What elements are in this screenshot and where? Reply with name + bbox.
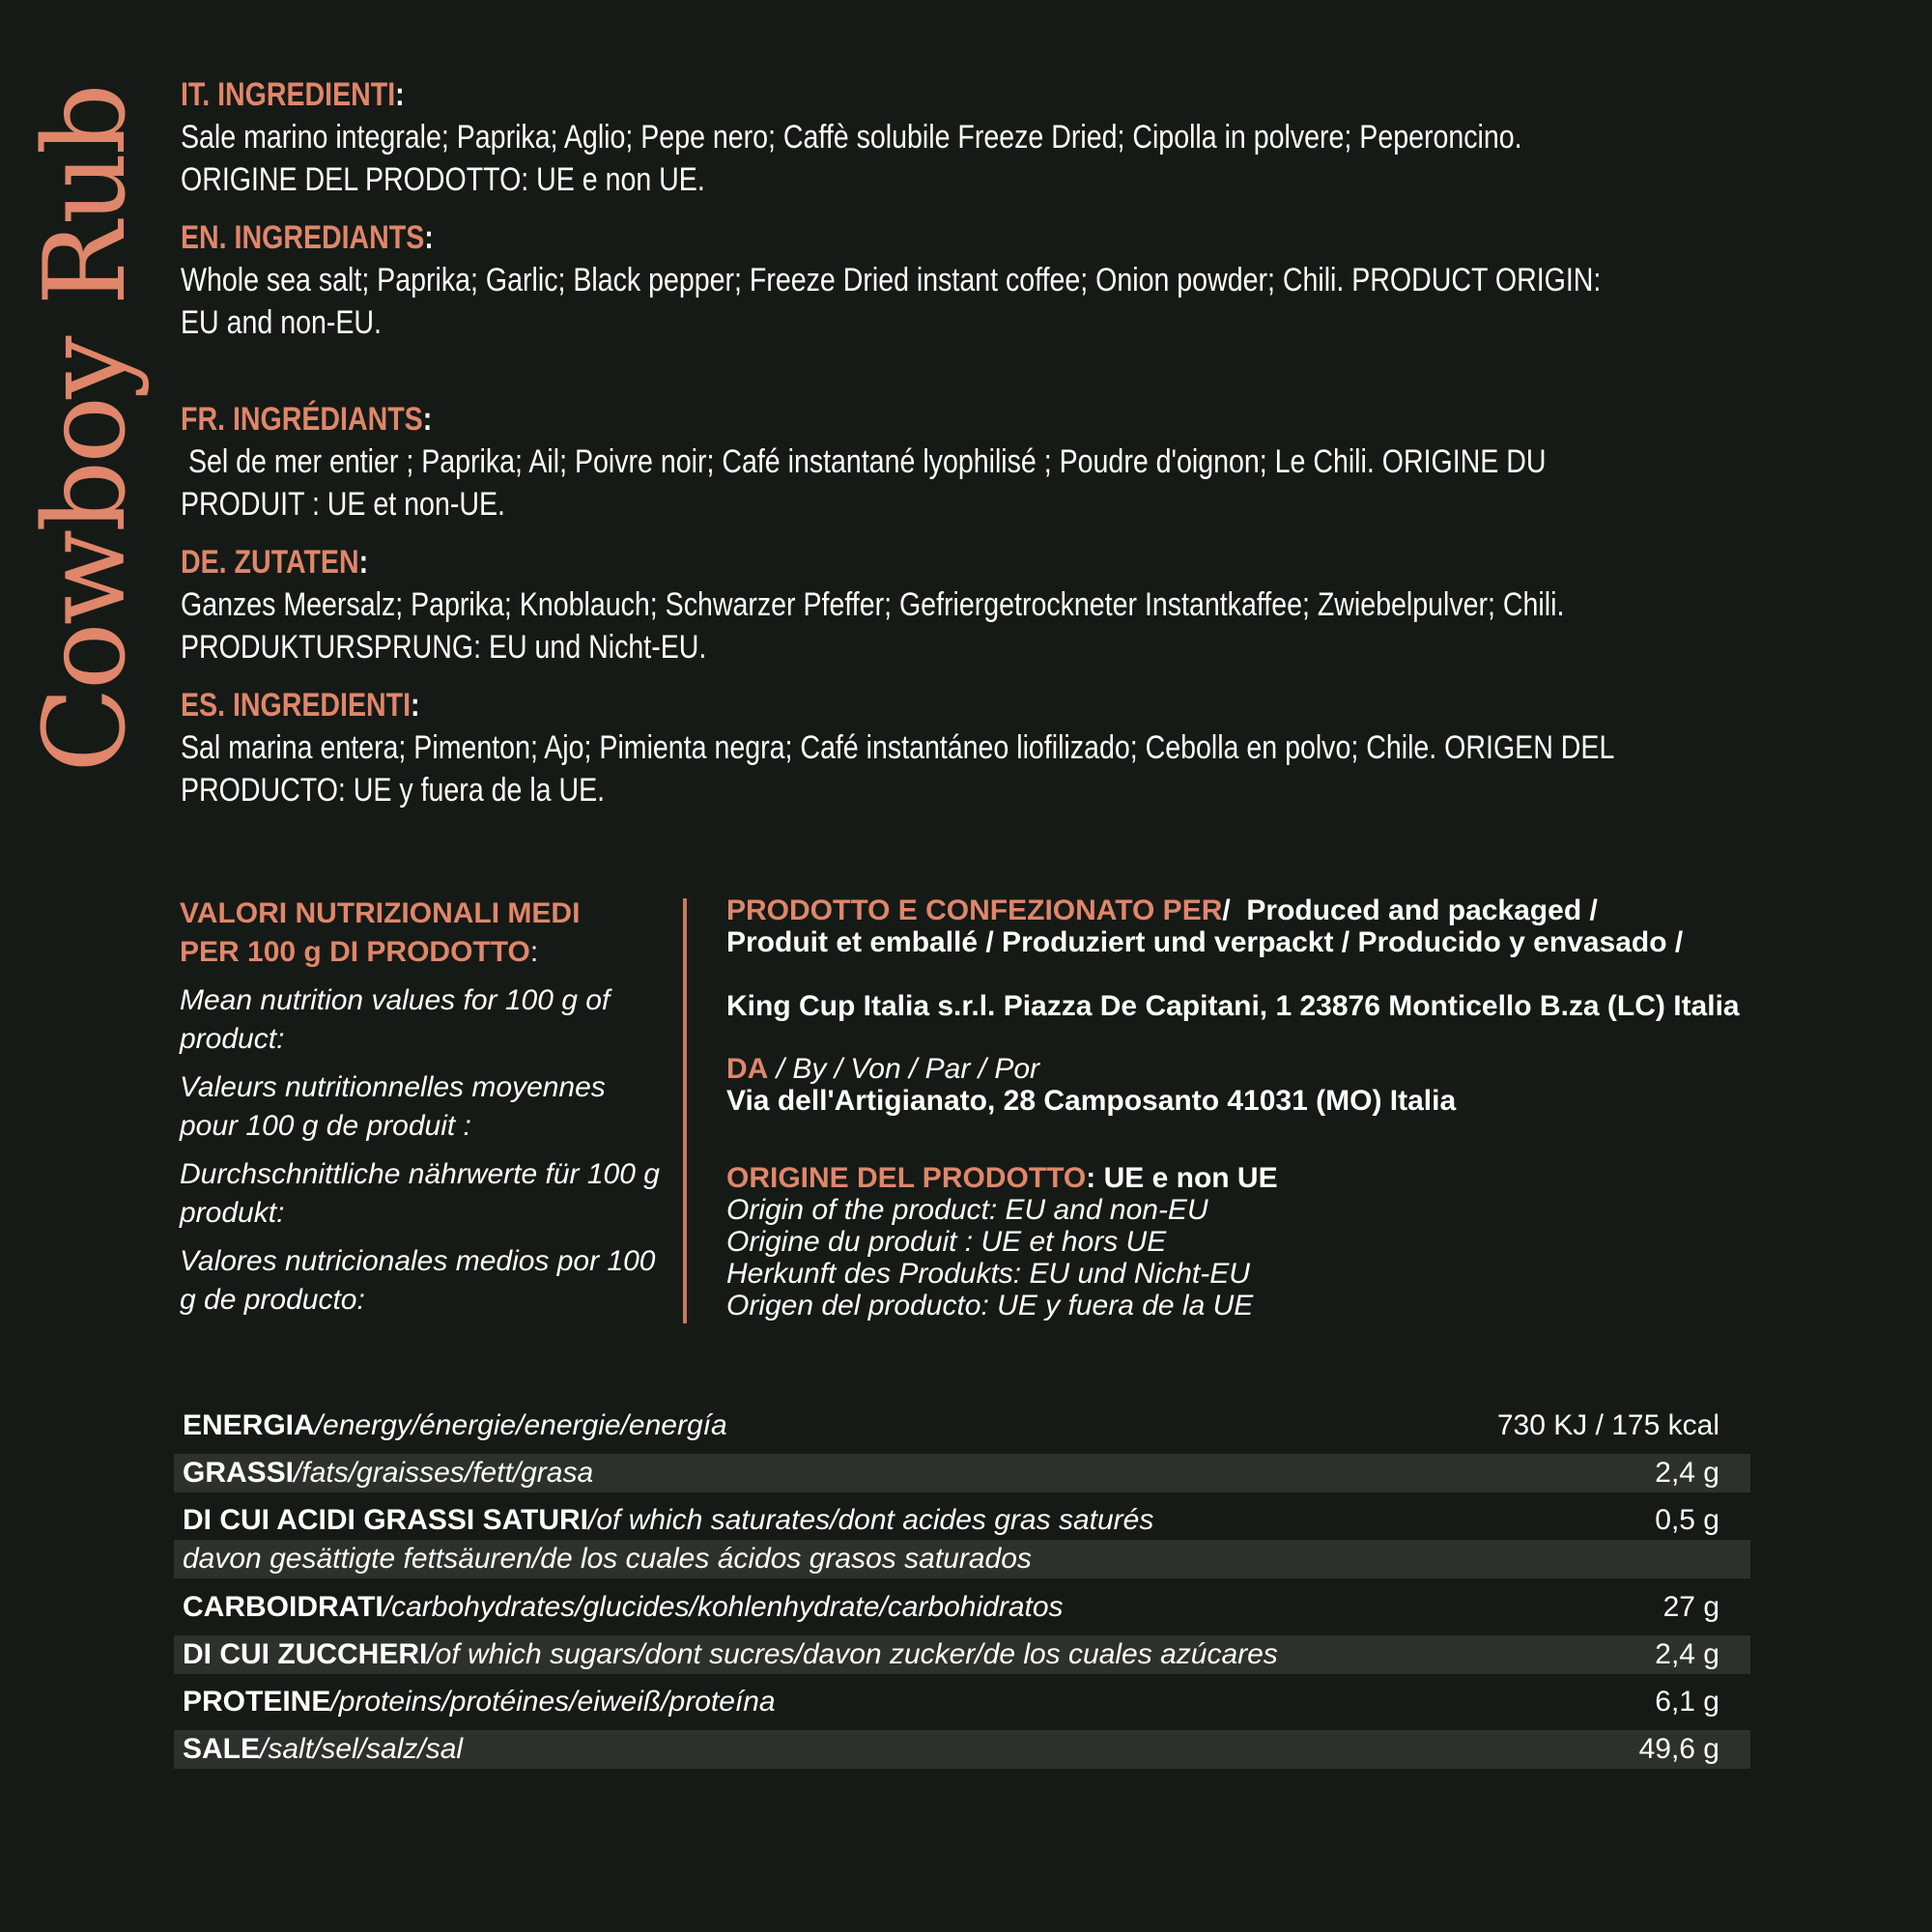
nutrient-label: DI CUI ZUCCHERI: [183, 1638, 428, 1670]
nutrient-label: PROTEINE: [183, 1686, 331, 1718]
producer-company: King Cup Italia s.r.l. Piazza De Capitani, 1 23876 Monticello B.za (LC) Italia: [726, 990, 1740, 1022]
nutrient-label: DI CUI ACIDI GRASSI SATURI: [183, 1504, 589, 1536]
ingredients-en: EN. INGREDIANTS: Whole sea salt; Paprika; Garlic; Black pepper; Freeze Dried instant coffee; Onion powder; Chili. PRODUCT ORIGIN: EU and non-EU.: [181, 216, 1634, 344]
origin-line: Origine du produit : UE et hors UE: [726, 1226, 1167, 1258]
nutrition-translation: Valores nutricionales medios por 100 g de producto:: [180, 1245, 656, 1316]
nutrient-label: SALE: [183, 1733, 261, 1765]
origin-line: Herkunft des Produkts: EU und Nicht-EU: [726, 1258, 1250, 1290]
ingredients-text: Sale marino integrale; Paprika; Aglio; Pepe nero; Caffè solubile Freeze Dried; Cipolla in polvere; Peperoncino. ORIGINE DEL PRODOTTO: UE e non UE.: [181, 119, 1522, 198]
nutrient-value: 49,6 g: [1638, 1733, 1719, 1765]
nutrient-value: 6,1 g: [1655, 1686, 1719, 1718]
ingredients-fr: FR. INGRÉDIANTS: Sel de mer entier ; Paprika; Ail; Poivre noir; Café instantané lyophilisé ; Poudre d'oignon; Le Chili. ORIGINE DU PRODUIT : UE et non-UE.: [181, 398, 1634, 526]
table-row: [174, 1406, 1750, 1445]
ingredients-text: Ganzes Meersalz; Paprika; Knoblauch; Schwarzer Pfeffer; Gefriergetrockneter Instantkaffee; Zwiebelpulver; Chili. PRODUKTURSPRUNG: EU und Nicht-EU.: [181, 586, 1565, 666]
table-row: [174, 1454, 1750, 1492]
nutrient-translations: /carbohydrates/glucides/kohlenhydrate/carbohidratos: [383, 1591, 1064, 1623]
nutrient-translations: /salt/sel/salz/sal: [260, 1733, 464, 1765]
producer-heading-rest: / Produced and packaged /: [1222, 895, 1598, 926]
by-address: Via dell'Artigianato, 28 Camposanto 41031 (MO) Italia: [726, 1085, 1457, 1117]
nutrient-label: ENERGIA: [183, 1409, 315, 1441]
ingredients-heading: FR. INGRÉDIANTS: [181, 401, 423, 438]
table-row: [174, 1588, 1750, 1627]
by-heading: DA: [726, 1053, 769, 1085]
ingredients-text: Sal marina entera; Pimenton; Ajo; Pimienta negra; Café instantáneo liofilizado; Cebolla en polvo; Chile. ORIGEN DEL PRODUCTO: UE y fuera de la UE.: [181, 729, 1614, 809]
nutrition-translation: Durchschnittliche nährwerte für 100 g produkt:: [180, 1158, 660, 1229]
ingredients-de: DE. ZUTATEN: Ganzes Meersalz; Paprika; Knoblauch; Schwarzer Pfeffer; Gefriergetrockneter Instantkaffee; Zwiebelpulver; Chili. PRODUKTURSPRUNG: EU und Nicht-EU.: [181, 541, 1634, 668]
nutrient-value: 27 g: [1662, 1591, 1719, 1623]
origin-value: : UE e non UE: [1086, 1162, 1278, 1194]
origin-heading: ORIGINE DEL PRODOTTO: [726, 1162, 1087, 1194]
table-row: [174, 1730, 1750, 1769]
table-row: [174, 1635, 1750, 1674]
nutrient-translations: /of which saturates/dont acides gras saturés: [588, 1504, 1154, 1536]
nutrition-heading-line1: VALORI NUTRIZIONALI MEDI: [180, 897, 581, 929]
table-row: [174, 1683, 1750, 1721]
nutrient-translations-line2: davon gesättigte fettsäuren/de los cuales ácidos grasos saturados: [183, 1543, 1032, 1575]
nutrient-translations: /energy/énergie/energie/energía: [314, 1409, 727, 1441]
ingredients-heading: EN. INGREDIANTS: [181, 219, 425, 256]
nutrition-translation: Mean nutrition values for 100 g of product:: [180, 984, 611, 1055]
ingredients-text: Whole sea salt; Paprika; Garlic; Black pepper; Freeze Dried instant coffee; Onion powder; Chili. PRODUCT ORIGIN: EU and non-EU.: [181, 262, 1602, 341]
producer-translations: Produit et emballé / Produziert und verpackt / Producido y envasado /: [726, 926, 1684, 958]
producer-section: [726, 895, 1905, 1321]
nutrient-translations: /fats/graisses/fett/grasa: [294, 1457, 594, 1489]
ingredients-heading: DE. ZUTATEN: [181, 544, 359, 581]
ingredients-heading: IT. INGREDIENTI: [181, 76, 396, 113]
nutrient-translations: /of which sugars/dont sucres/davon zucker/de los cuales azúcares: [427, 1638, 1278, 1670]
nutrition-table: [174, 1406, 1750, 1777]
nutrition-heading-line2: PER 100 g DI PRODOTTO: [180, 936, 530, 968]
table-row: [174, 1501, 1750, 1579]
product-title: Cowboy Rub: [19, 85, 151, 773]
producer-heading: PRODOTTO E CONFEZIONATO PER: [726, 895, 1223, 926]
nutrient-label: CARBOIDRATI: [183, 1591, 384, 1623]
ingredients-text: Sel de mer entier ; Paprika; Ail; Poivre noir; Café instantané lyophilisé ; Poudre d'oignon; Le Chili. ORIGINE DU PRODUIT : UE et non-UE.: [181, 443, 1554, 523]
by-translations: / By / Von / Par / Por: [768, 1053, 1040, 1085]
nutrient-value: 730 KJ / 175 kcal: [1496, 1409, 1719, 1441]
ingredients-es: ES. INGREDIENTI: Sal marina entera; Pimenton; Ajo; Pimienta negra; Café instantáneo liofilizado; Cebolla en polvo; Chile. ORIGEN DEL PRODUCTO: UE y fuera de la UE.: [181, 684, 1634, 811]
product-title-vertical: [19, 81, 151, 777]
nutrition-header: VALORI NUTRIZIONALI MEDI PER 100 g DI PRODOTTO: Mean nutrition values for 100 g of product: Valeurs nutritionnelles moyennes pour 100 g de produit : Durchschnittliche nährwerte für 100 g produkt: Valores nutricionales medios por 100 g de producto:: [180, 895, 668, 1320]
origin-line: Origen del producto: UE y fuera de la UE: [726, 1290, 1254, 1321]
nutrient-value: 0,5 g: [1655, 1504, 1719, 1536]
ingredients-heading: ES. INGREDIENTI: [181, 687, 412, 724]
ingredients-section: [181, 73, 1634, 811]
column-divider: [683, 898, 687, 1323]
origin-line: Origin of the product: EU and non-EU: [726, 1194, 1208, 1226]
nutrient-value: 2,4 g: [1655, 1638, 1719, 1670]
ingredients-it: IT. INGREDIENTI: Sale marino integrale; Paprika; Aglio; Pepe nero; Caffè solubile Freeze Dried; Cipolla in polvere; Peperoncino. ORIGINE DEL PRODOTTO: UE e non UE.: [181, 73, 1634, 201]
nutrient-translations: /proteins/protéines/eiweiß/proteína: [330, 1686, 776, 1718]
nutrient-value: 2,4 g: [1655, 1457, 1719, 1489]
nutrition-translation: Valeurs nutritionnelles moyennes pour 100 g de produit :: [180, 1071, 606, 1142]
nutrient-label: GRASSI: [183, 1457, 295, 1489]
